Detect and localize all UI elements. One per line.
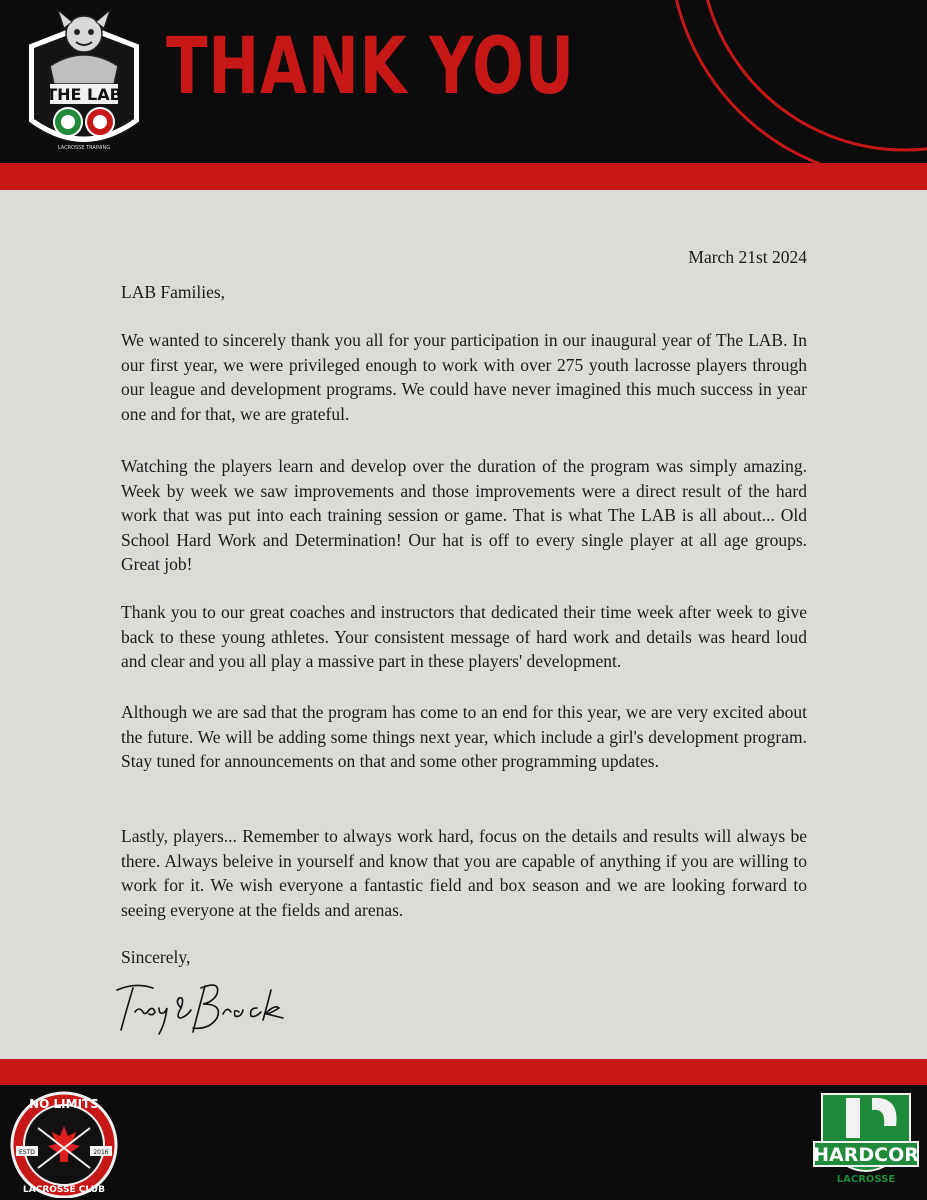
svg-text:LACROSSE: LACROSSE [836,1174,896,1185]
letter-paragraph: We wanted to sincerely thank you all for your participation in our inaugural year of The LAB. In our first year, we were privileged enough to work with over 275 youth lacrosse players through our league and development programs. We could have never imagined this much success in year one and for that, we are grateful. [121,330,807,424]
footer-red-band [0,1059,927,1085]
header-red-band [0,163,927,190]
letter-closing: Sincerely, [121,947,191,967]
letter-salutation: LAB Families, [121,282,226,302]
svg-text:LACROSSE TRAINING: LACROSSE TRAINING [57,145,111,151]
svg-text:NO LIMITS: NO LIMITS [29,1097,99,1111]
svg-text:ESTD: ESTD [19,1149,35,1156]
svg-text:LACROSSE CLUB: LACROSSE CLUB [23,1185,105,1195]
handwritten-signature [113,978,303,1040]
footer-bar [0,1085,927,1200]
letter-paragraph: Lastly, players... Remember to always work hard, focus on the details and results will always be there. Always beleive in yourself and know that you are capable of anything if you are willing to work for it. We wish everyone a fantastic field and box season and we are looking forward to seeing everyone at the fields and arenas. [121,826,807,920]
letter-paragraph: Although we are sad that the program has come to an end for this year, we are very excited about the future. We will be adding some things next year, which include a girl's development program. Stay tuned for announcements on that and some other programming updates. [121,702,807,771]
hardcor-lacrosse-logo-icon [808,1086,924,1198]
svg-text:THE LAB: THE LAB [46,85,122,104]
letter-paragraph: Watching the players learn and develop over the duration of the program was simply amazing. Week by week we saw improvements and those improvements were a direct result of the hard work that was put into each training session or game. That is what The LAB is all about... Old School Hard Work and Determination! Our hat is off to every single player at all age groups. Great job! [121,456,807,574]
letter-paragraph: Thank you to our great coaches and instructors that dedicated their time week after week to give back to these young athletes. Your consistent message of hard work and details was heard loud and clear and you all play a massive part in these players' development. [121,602,807,671]
svg-text:2016: 2016 [93,1149,109,1156]
svg-text:HARDCOR: HARDCOR [813,1144,919,1166]
letter-date: March 21st 2024 [688,247,807,267]
gargoyle-logo-icon [20,4,148,160]
no-limits-lacrosse-club-logo-icon [2,1088,126,1198]
page-title: THANK YOU [166,22,575,112]
